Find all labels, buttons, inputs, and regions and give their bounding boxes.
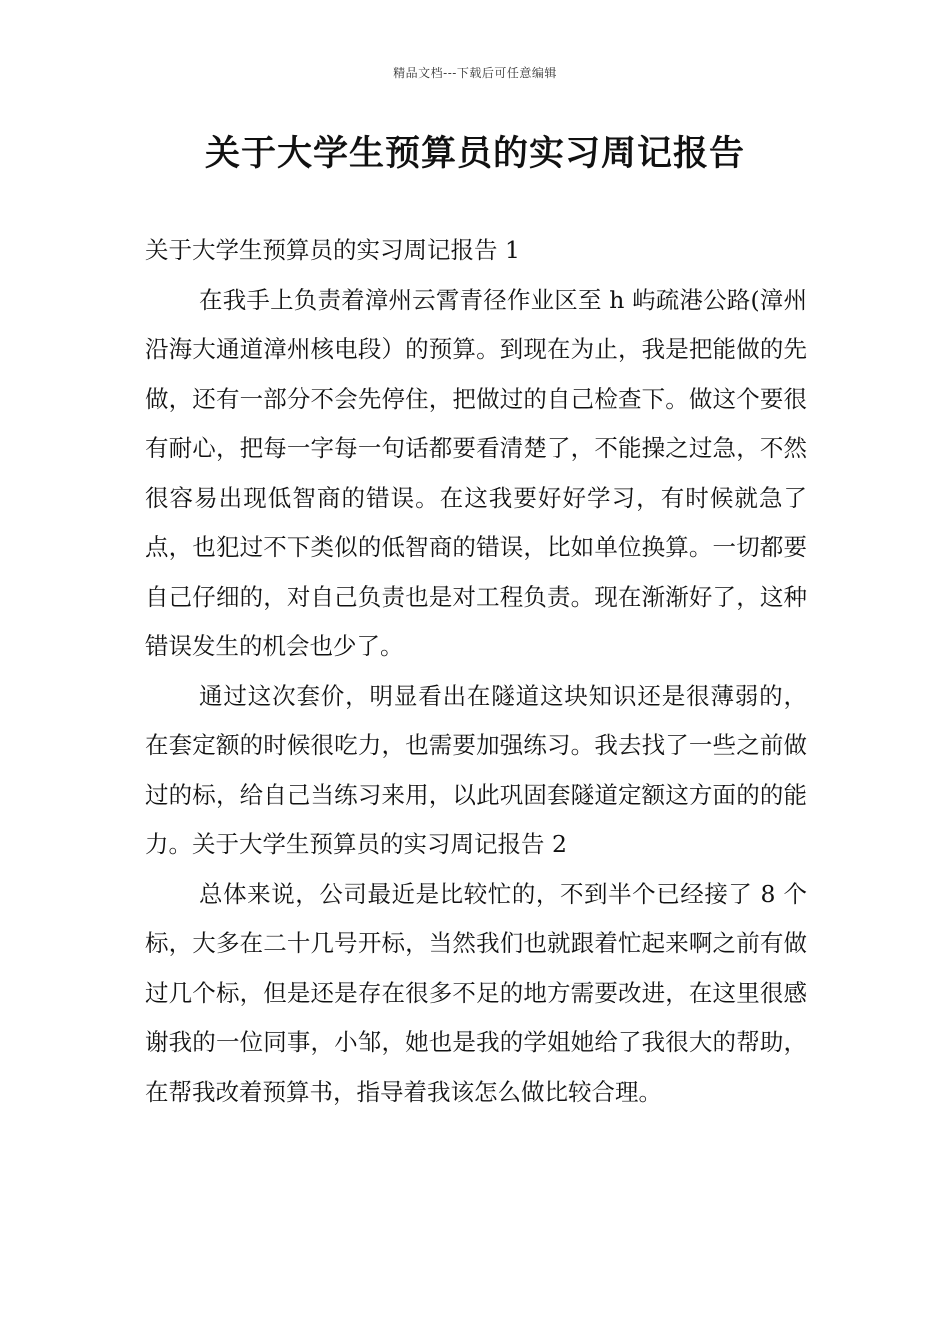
document-title: 关于大学生预算员的实习周记报告	[204, 134, 745, 174]
body-paragraph-1: 在我手上负责着漳州云霄青径作业区至 h 屿疏港公路(漳州沿海大通道漳州核电段）的预算。到现在为止，我是把能做的先做，还有一部分不会先停住，把做过的自己检查下。做这个要很有耐心，把每一字每一句话都要看清楚了，不能操之过急，不然很容易出现低智商的错误。在这我要好好学习，有时候就急了点，也犯过不下类似的低智商的错误，比如单位换算。一切都要自己仔细的，对自己负责也是对工程负责。现在渐渐好了，这种错误发生的机会也少了。	[145, 285, 807, 660]
section-heading: 关于大学生预算员的实习周记报告 1	[145, 236, 520, 264]
document-body	[145, 226, 807, 1117]
body-paragraph-2: 通过这次套价，明显看出在隧道这块知识还是很薄弱的，在套定额的时候很吃力，也需要加强练习。我去找了一些之前做过的标，给自己当练习来用，以此巩固套隧道定额这方面的的能力。关于大学生预算员的实习周记报告 2	[145, 681, 807, 858]
body-paragraph-3: 总体来说，公司最近是比较忙的，不到半个已经接了 8 个标，大多在二十几号开标，当然我们也就跟着忙起来啊之前有做过几个标，但是还是存在很多不足的地方需要改进，在这里很感谢我的一位同事，小邹，她也是我的学姐她给了我很大的帮助，在帮我改着预算书，指导着我该怎么做比较合理。	[145, 879, 807, 1106]
header-note: 精品文档---下载后可任意编辑	[393, 66, 557, 80]
